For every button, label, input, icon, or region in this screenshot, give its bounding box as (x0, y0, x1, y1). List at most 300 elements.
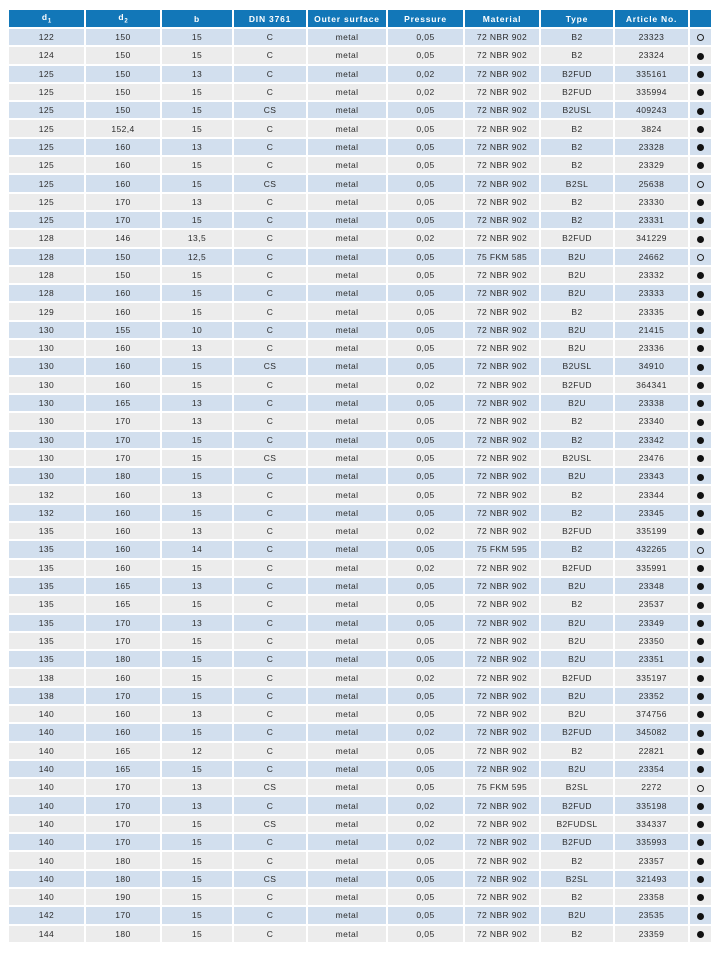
cell-b: 13 (161, 778, 233, 796)
cell-material: 72 NBR 902 (464, 302, 540, 320)
cell-d1: 125 (9, 174, 85, 192)
cell-pressure: 0,05 (387, 174, 464, 192)
availability-dot-icon (697, 858, 704, 865)
availability-dot-icon (697, 345, 704, 352)
cell-din-3761: C (233, 83, 307, 101)
cell-din-3761: C (233, 284, 307, 302)
availability-dot-icon (697, 455, 704, 462)
cell-d2: 170 (85, 687, 161, 705)
availability-dot-icon (697, 382, 704, 389)
cell-article-no: 23333 (614, 284, 689, 302)
availability-dot-icon (697, 913, 704, 920)
cell-pressure: 0,05 (387, 138, 464, 156)
cell-article-no: 23350 (614, 632, 689, 650)
cell-pressure: 0,05 (387, 577, 464, 595)
cell-din-3761: C (233, 906, 307, 924)
cell-din-3761: C (233, 156, 307, 174)
cell-d1: 135 (9, 632, 85, 650)
cell-material: 75 FKM 595 (464, 540, 540, 558)
cell-article-no: 23352 (614, 687, 689, 705)
cell-d1: 128 (9, 248, 85, 266)
cell-b: 15 (161, 83, 233, 101)
cell-d1: 135 (9, 559, 85, 577)
cell-din-3761: C (233, 614, 307, 632)
cell-d2: 160 (85, 705, 161, 723)
cell-din-3761: C (233, 522, 307, 540)
cell-availability (689, 412, 711, 430)
cell-outer-surface: metal (307, 687, 387, 705)
cell-article-no: 23358 (614, 888, 689, 906)
cell-type: B2 (540, 431, 614, 449)
cell-b: 15 (161, 925, 233, 943)
cell-pressure: 0,05 (387, 412, 464, 430)
cell-pressure: 0,02 (387, 83, 464, 101)
cell-d1: 135 (9, 577, 85, 595)
cell-d1: 132 (9, 504, 85, 522)
cell-article-no: 23345 (614, 504, 689, 522)
cell-article-no: 23343 (614, 467, 689, 485)
cell-d1: 124 (9, 46, 85, 64)
cell-outer-surface: metal (307, 632, 387, 650)
cell-outer-surface: metal (307, 467, 387, 485)
cell-din-3761: C (233, 851, 307, 869)
cell-availability (689, 321, 711, 339)
cell-type: B2 (540, 595, 614, 613)
availability-dot-icon (697, 711, 704, 718)
cell-article-no: 334337 (614, 815, 689, 833)
cell-d1: 130 (9, 394, 85, 412)
table-row (9, 266, 711, 284)
cell-d1: 130 (9, 339, 85, 357)
cell-din-3761: C (233, 632, 307, 650)
cell-d1: 125 (9, 138, 85, 156)
cell-pressure: 0,05 (387, 211, 464, 229)
cell-b: 15 (161, 723, 233, 741)
cell-din-3761: C (233, 796, 307, 814)
cell-pressure: 0,05 (387, 46, 464, 64)
availability-dot-icon (697, 419, 704, 426)
cell-type: B2USL (540, 449, 614, 467)
availability-dot-icon (697, 108, 704, 115)
cell-outer-surface: metal (307, 412, 387, 430)
cell-d2: 160 (85, 522, 161, 540)
cell-article-no: 22821 (614, 742, 689, 760)
cell-outer-surface: metal (307, 284, 387, 302)
table-row (9, 705, 711, 723)
cell-material: 72 NBR 902 (464, 376, 540, 394)
availability-dot-icon (697, 34, 704, 41)
availability-dot-icon (697, 327, 704, 334)
cell-d2: 160 (85, 156, 161, 174)
cell-article-no: 335994 (614, 83, 689, 101)
cell-d1: 130 (9, 431, 85, 449)
cell-type: B2U (540, 632, 614, 650)
cell-availability (689, 668, 711, 686)
cell-outer-surface: metal (307, 357, 387, 375)
availability-dot-icon (697, 144, 704, 151)
cell-material: 72 NBR 902 (464, 193, 540, 211)
cell-outer-surface: metal (307, 540, 387, 558)
col-header-d2-sub: 2 (124, 18, 128, 25)
cell-availability (689, 431, 711, 449)
cell-d1: 140 (9, 815, 85, 833)
cell-type: B2 (540, 156, 614, 174)
cell-d1: 140 (9, 723, 85, 741)
cell-b: 13 (161, 614, 233, 632)
cell-d2: 165 (85, 595, 161, 613)
cell-material: 72 NBR 902 (464, 925, 540, 943)
cell-d2: 150 (85, 65, 161, 83)
cell-d2: 170 (85, 614, 161, 632)
cell-outer-surface: metal (307, 614, 387, 632)
cell-d1: 140 (9, 705, 85, 723)
cell-din-3761: C (233, 705, 307, 723)
cell-b: 15 (161, 632, 233, 650)
cell-d2: 170 (85, 906, 161, 924)
cell-availability (689, 83, 711, 101)
availability-dot-icon (697, 638, 704, 645)
cell-availability (689, 851, 711, 869)
cell-d1: 140 (9, 742, 85, 760)
table-row (9, 504, 711, 522)
col-header-d1-label: d (41, 12, 48, 23)
cell-type: B2FUD (540, 796, 614, 814)
cell-d2: 160 (85, 284, 161, 302)
cell-d2: 165 (85, 742, 161, 760)
cell-pressure: 0,02 (387, 723, 464, 741)
cell-d1: 128 (9, 266, 85, 284)
table-row (9, 742, 711, 760)
cell-article-no: 24662 (614, 248, 689, 266)
cell-din-3761: C (233, 925, 307, 943)
cell-d1: 135 (9, 614, 85, 632)
cell-availability (689, 28, 711, 46)
cell-availability (689, 577, 711, 595)
cell-pressure: 0,05 (387, 321, 464, 339)
cell-availability (689, 760, 711, 778)
cell-pressure: 0,05 (387, 632, 464, 650)
availability-dot-icon (697, 656, 704, 663)
table-row (9, 485, 711, 503)
cell-pressure: 0,05 (387, 193, 464, 211)
availability-dot-icon (697, 364, 704, 371)
cell-material: 72 NBR 902 (464, 156, 540, 174)
cell-article-no: 25638 (614, 174, 689, 192)
cell-din-3761: C (233, 321, 307, 339)
cell-din-3761: C (233, 431, 307, 449)
col-header-din-3761: DIN 3761 (233, 10, 307, 28)
cell-b: 15 (161, 101, 233, 119)
cell-din-3761: C (233, 339, 307, 357)
cell-outer-surface: metal (307, 376, 387, 394)
cell-availability (689, 193, 711, 211)
cell-b: 12,5 (161, 248, 233, 266)
cell-d2: 170 (85, 796, 161, 814)
cell-d1: 135 (9, 540, 85, 558)
cell-type: B2SL (540, 778, 614, 796)
cell-d1: 140 (9, 796, 85, 814)
cell-material: 72 NBR 902 (464, 357, 540, 375)
cell-material: 72 NBR 902 (464, 595, 540, 613)
availability-dot-icon (697, 876, 704, 883)
cell-article-no: 2272 (614, 778, 689, 796)
cell-din-3761: C (233, 193, 307, 211)
cell-d2: 146 (85, 229, 161, 247)
cell-pressure: 0,05 (387, 394, 464, 412)
cell-material: 75 FKM 595 (464, 778, 540, 796)
cell-type: B2U (540, 577, 614, 595)
cell-material: 72 NBR 902 (464, 632, 540, 650)
cell-outer-surface: metal (307, 339, 387, 357)
cell-d1: 125 (9, 65, 85, 83)
availability-dot-icon (697, 821, 704, 828)
table-row (9, 357, 711, 375)
cell-availability (689, 540, 711, 558)
availability-dot-icon (697, 583, 704, 590)
cell-material: 72 NBR 902 (464, 174, 540, 192)
cell-b: 15 (161, 28, 233, 46)
cell-availability (689, 156, 711, 174)
cell-outer-surface: metal (307, 595, 387, 613)
cell-pressure: 0,05 (387, 925, 464, 943)
cell-d2: 170 (85, 431, 161, 449)
cell-d2: 160 (85, 357, 161, 375)
cell-article-no: 23351 (614, 650, 689, 668)
col-header-d1-sub: 1 (47, 18, 52, 25)
cell-d2: 165 (85, 577, 161, 595)
cell-material: 72 NBR 902 (464, 705, 540, 723)
table-row (9, 778, 711, 796)
cell-pressure: 0,02 (387, 229, 464, 247)
cell-d1: 135 (9, 595, 85, 613)
cell-outer-surface: metal (307, 28, 387, 46)
availability-dot-icon (697, 126, 704, 133)
cell-outer-surface: metal (307, 46, 387, 64)
cell-b: 15 (161, 687, 233, 705)
cell-pressure: 0,05 (387, 101, 464, 119)
cell-type: B2FUD (540, 522, 614, 540)
cell-d2: 170 (85, 412, 161, 430)
cell-b: 15 (161, 211, 233, 229)
cell-b: 13 (161, 705, 233, 723)
cell-d2: 150 (85, 248, 161, 266)
cell-outer-surface: metal (307, 504, 387, 522)
cell-availability (689, 65, 711, 83)
availability-dot-icon (697, 437, 704, 444)
cell-din-3761: C (233, 46, 307, 64)
cell-d2: 180 (85, 650, 161, 668)
cell-material: 72 NBR 902 (464, 138, 540, 156)
availability-dot-icon (697, 565, 704, 572)
cell-type: B2U (540, 614, 614, 632)
cell-type: B2U (540, 467, 614, 485)
cell-d2: 150 (85, 28, 161, 46)
cell-d2: 165 (85, 760, 161, 778)
availability-dot-icon (697, 199, 704, 206)
cell-pressure: 0,05 (387, 650, 464, 668)
cell-b: 14 (161, 540, 233, 558)
cell-type: B2U (540, 248, 614, 266)
cell-d1: 125 (9, 211, 85, 229)
col-header-type: Type (540, 10, 614, 28)
cell-d2: 180 (85, 467, 161, 485)
cell-outer-surface: metal (307, 302, 387, 320)
cell-article-no: 23331 (614, 211, 689, 229)
cell-d1: 140 (9, 888, 85, 906)
table-row (9, 394, 711, 412)
cell-material: 72 NBR 902 (464, 760, 540, 778)
table-row (9, 595, 711, 613)
table-row (9, 687, 711, 705)
table-row (9, 339, 711, 357)
cell-article-no: 23348 (614, 577, 689, 595)
cell-din-3761: C (233, 650, 307, 668)
cell-d2: 170 (85, 211, 161, 229)
cell-outer-surface: metal (307, 101, 387, 119)
cell-b: 13 (161, 577, 233, 595)
table-row (9, 467, 711, 485)
cell-type: B2USL (540, 101, 614, 119)
cell-outer-surface: metal (307, 705, 387, 723)
cell-d1: 138 (9, 668, 85, 686)
cell-material: 72 NBR 902 (464, 449, 540, 467)
cell-din-3761: C (233, 540, 307, 558)
cell-material: 72 NBR 902 (464, 796, 540, 814)
cell-d1: 138 (9, 687, 85, 705)
cell-din-3761: C (233, 760, 307, 778)
cell-article-no: 23329 (614, 156, 689, 174)
cell-availability (689, 870, 711, 888)
cell-material: 72 NBR 902 (464, 870, 540, 888)
cell-pressure: 0,02 (387, 376, 464, 394)
cell-material: 72 NBR 902 (464, 522, 540, 540)
cell-article-no: 21415 (614, 321, 689, 339)
cell-pressure: 0,05 (387, 888, 464, 906)
cell-din-3761: C (233, 833, 307, 851)
cell-availability (689, 705, 711, 723)
cell-availability (689, 174, 711, 192)
cell-din-3761: C (233, 248, 307, 266)
cell-availability (689, 687, 711, 705)
table-row (9, 559, 711, 577)
cell-b: 15 (161, 559, 233, 577)
cell-type: B2U (540, 906, 614, 924)
availability-dot-icon (697, 217, 704, 224)
cell-type: B2U (540, 266, 614, 284)
cell-type: B2 (540, 138, 614, 156)
cell-din-3761: C (233, 577, 307, 595)
cell-b: 15 (161, 851, 233, 869)
cell-availability (689, 357, 711, 375)
table-row (9, 65, 711, 83)
cell-d1: 135 (9, 650, 85, 668)
cell-availability (689, 284, 711, 302)
cell-material: 72 NBR 902 (464, 815, 540, 833)
table-row (9, 321, 711, 339)
cell-outer-surface: metal (307, 266, 387, 284)
cell-d1: 128 (9, 284, 85, 302)
cell-d2: 150 (85, 83, 161, 101)
availability-dot-icon (697, 272, 704, 279)
cell-pressure: 0,05 (387, 595, 464, 613)
cell-d2: 150 (85, 101, 161, 119)
cell-type: B2 (540, 504, 614, 522)
cell-availability (689, 394, 711, 412)
cell-type: B2SL (540, 174, 614, 192)
cell-pressure: 0,05 (387, 614, 464, 632)
cell-article-no: 23335 (614, 302, 689, 320)
cell-d2: 160 (85, 504, 161, 522)
cell-outer-surface: metal (307, 723, 387, 741)
cell-material: 72 NBR 902 (464, 851, 540, 869)
cell-type: B2 (540, 925, 614, 943)
cell-din-3761: C (233, 504, 307, 522)
cell-outer-surface: metal (307, 925, 387, 943)
cell-pressure: 0,05 (387, 357, 464, 375)
cell-din-3761: C (233, 723, 307, 741)
cell-d2: 155 (85, 321, 161, 339)
availability-dot-icon (697, 675, 704, 682)
cell-din-3761: C (233, 412, 307, 430)
cell-b: 15 (161, 46, 233, 64)
cell-article-no: 335197 (614, 668, 689, 686)
cell-type: B2FUD (540, 83, 614, 101)
table-row (9, 248, 711, 266)
cell-article-no: 335161 (614, 65, 689, 83)
cell-material: 72 NBR 902 (464, 119, 540, 137)
cell-din-3761: C (233, 742, 307, 760)
col-header-outer-surface: Outer surface (307, 10, 387, 28)
cell-article-no: 34910 (614, 357, 689, 375)
cell-article-no: 23537 (614, 595, 689, 613)
cell-material: 72 NBR 902 (464, 28, 540, 46)
cell-pressure: 0,05 (387, 28, 464, 46)
cell-availability (689, 229, 711, 247)
cell-b: 13 (161, 339, 233, 357)
cell-type: B2FUD (540, 559, 614, 577)
cell-material: 75 FKM 585 (464, 248, 540, 266)
cell-din-3761: C (233, 595, 307, 613)
cell-outer-surface: metal (307, 833, 387, 851)
cell-pressure: 0,02 (387, 796, 464, 814)
table-row (9, 577, 711, 595)
cell-outer-surface: metal (307, 650, 387, 668)
cell-b: 13 (161, 485, 233, 503)
cell-outer-surface: metal (307, 174, 387, 192)
cell-pressure: 0,05 (387, 266, 464, 284)
cell-outer-surface: metal (307, 796, 387, 814)
availability-dot-icon (697, 839, 704, 846)
cell-material: 72 NBR 902 (464, 412, 540, 430)
cell-pressure: 0,05 (387, 742, 464, 760)
cell-d1: 135 (9, 522, 85, 540)
cell-d2: 160 (85, 559, 161, 577)
cell-d2: 152,4 (85, 119, 161, 137)
availability-dot-icon (697, 547, 704, 554)
table-row (9, 229, 711, 247)
cell-type: B2U (540, 394, 614, 412)
cell-din-3761: CS (233, 174, 307, 192)
cell-d1: 140 (9, 760, 85, 778)
table-row (9, 302, 711, 320)
cell-pressure: 0,02 (387, 559, 464, 577)
cell-availability (689, 778, 711, 796)
availability-dot-icon (697, 766, 704, 773)
availability-dot-icon (697, 803, 704, 810)
cell-article-no: 23324 (614, 46, 689, 64)
cell-b: 15 (161, 760, 233, 778)
cell-d2: 160 (85, 138, 161, 156)
